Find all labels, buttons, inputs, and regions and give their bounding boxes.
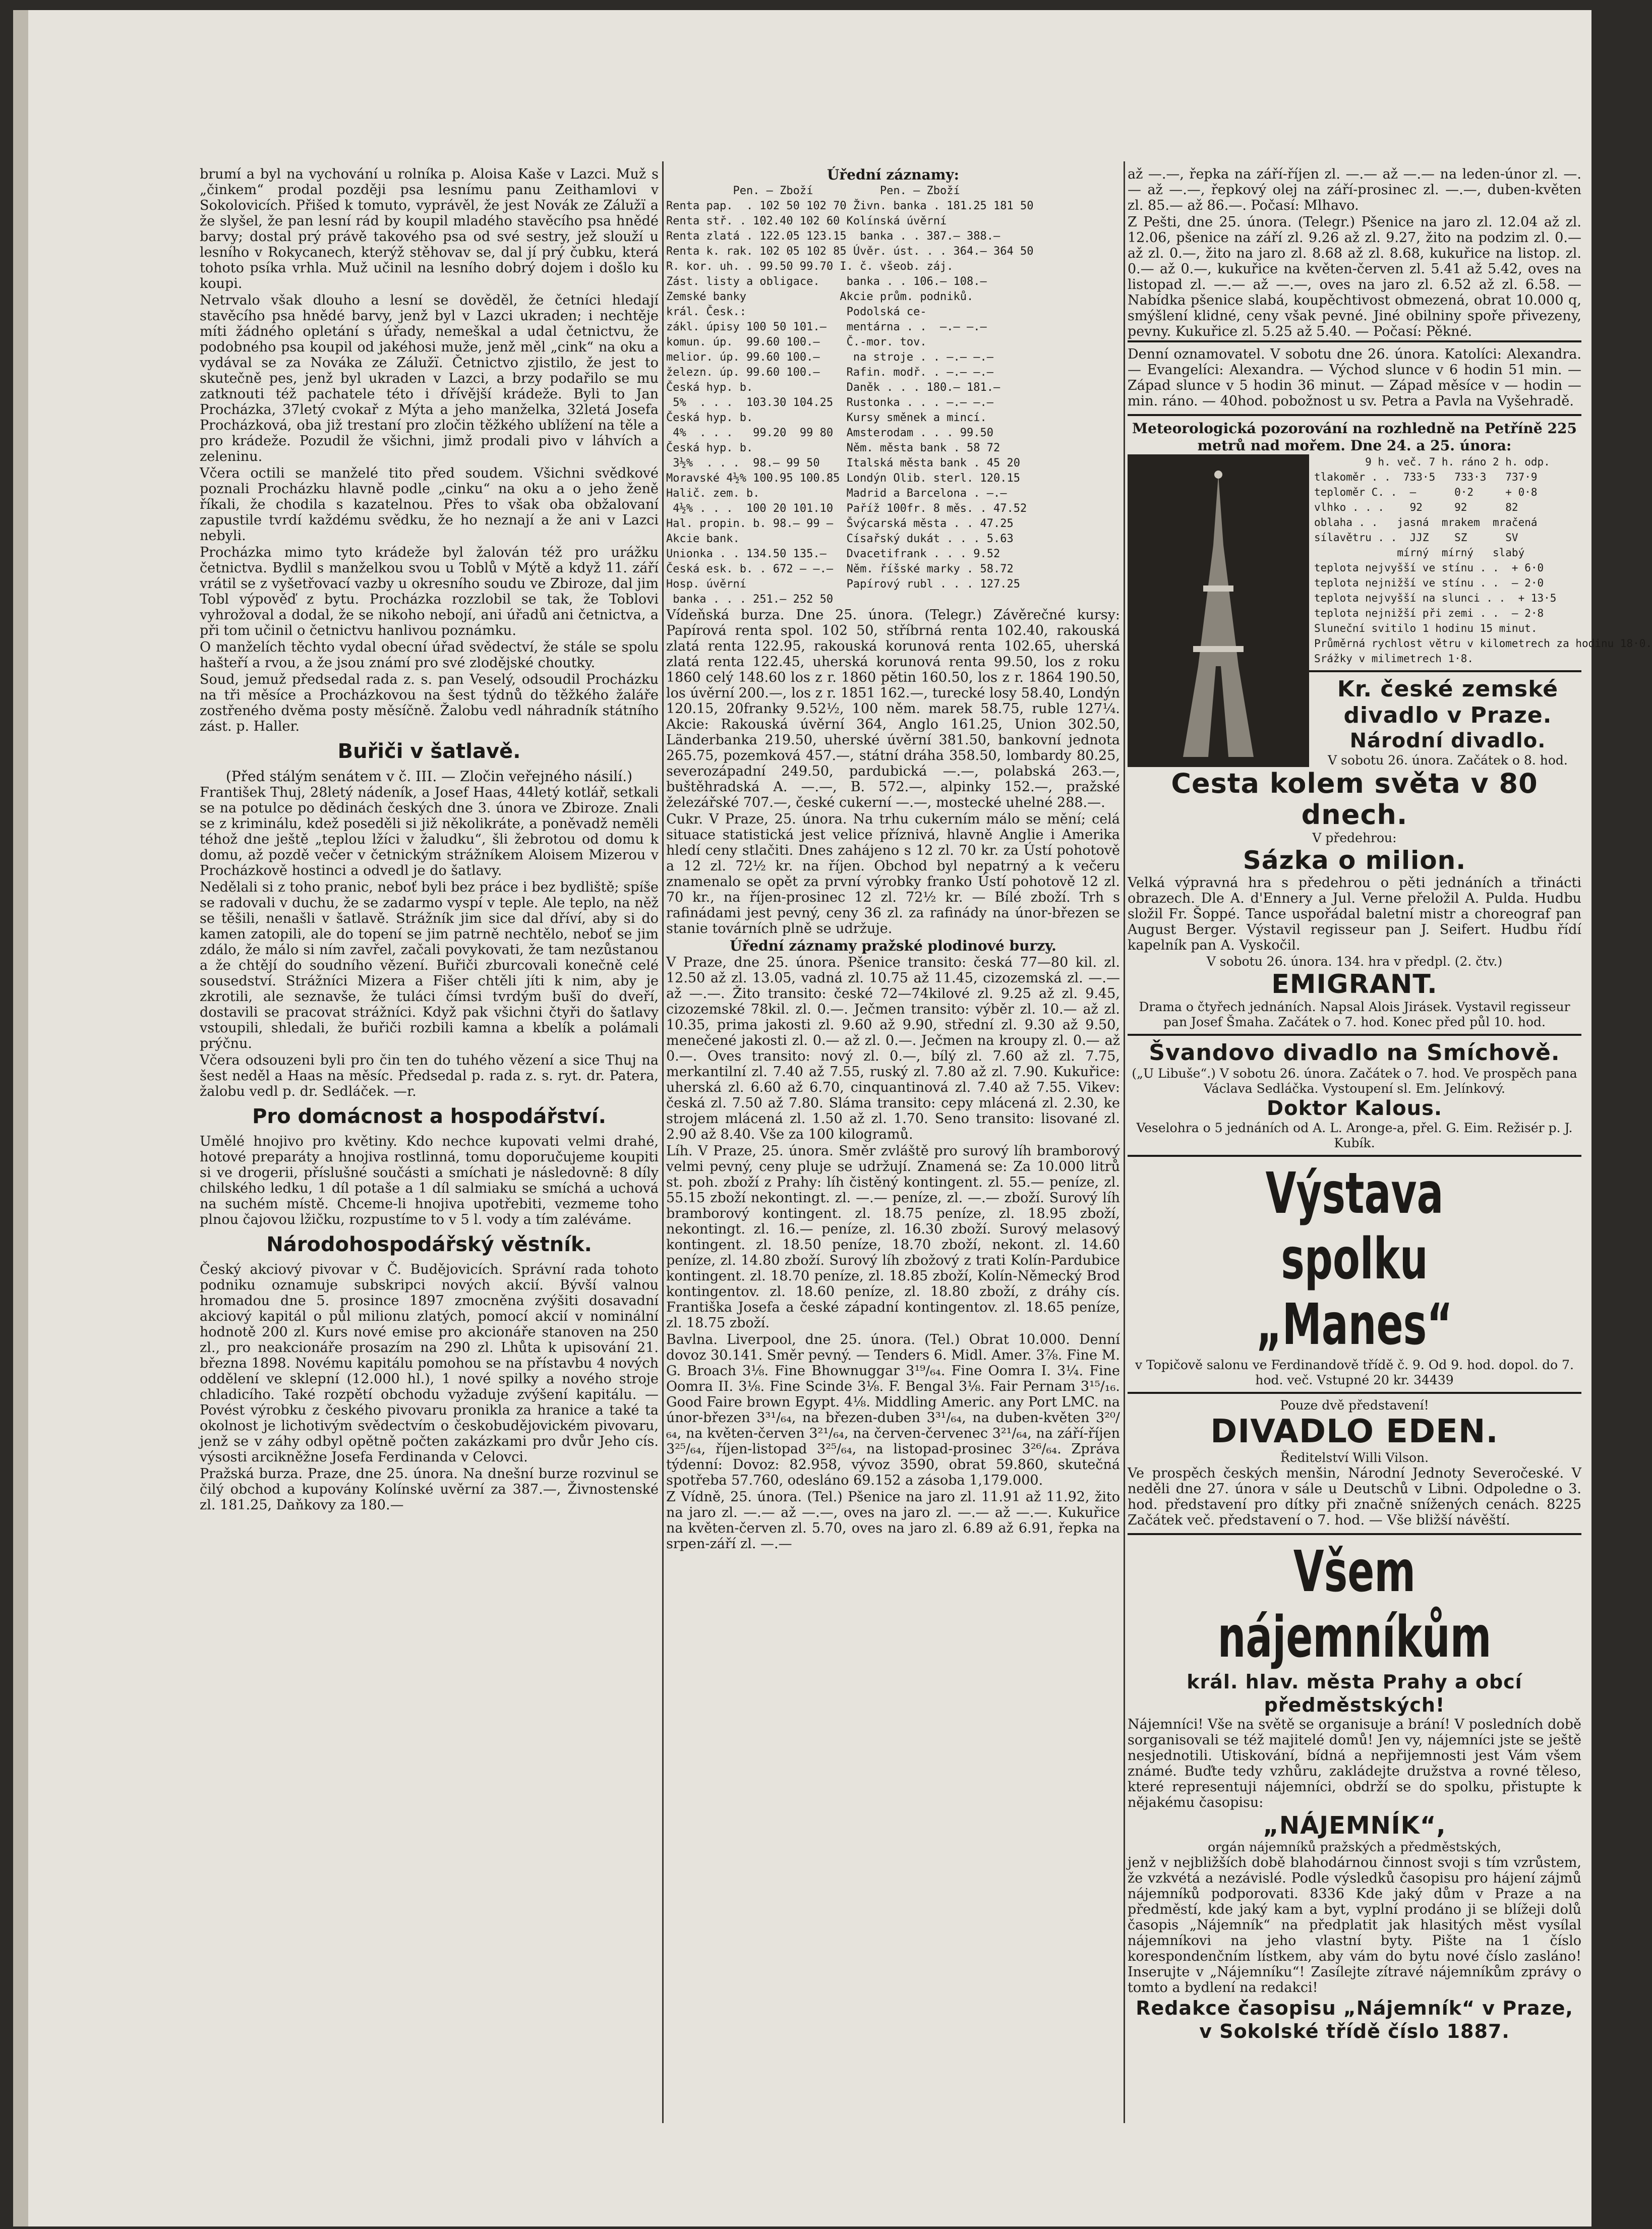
table-heading: Úřední záznamy pražské plodinové burzy. — [730, 937, 1056, 954]
article-text: Z Vídně, 25. února. (Tel.) Pšenice na jaro zl. 11.91 až 11.92, žito na jaro zl. —.— až —.—, oves na jaro zl. —.— až —.—. Kukuřice na květen-červen zl. 5.70, oves na jaro zl. 6.89 až 6.91, řepka na srpen-září zl. —.— — [666, 1489, 1120, 1552]
section-subheading: (Před stálým senátem v č. III. — Zločin veřejného násilí.) — [225, 768, 633, 785]
article-text: Vídeňská burza. Dne 25. února. (Telegr.) Závěrečné kursy: Papírová renta spol. 102 50, stříbrná renta 102.40, rakouská zlatá renta 122.95, rakouská korunová renta 102.65, uherská zlatá renta 122.45, uherská korunová renta 99.50, los z roku 1860 celý 148.60 los z r. 1860 pětin 160.50, los z r. 1864 190.50, los úvěrní 200.—, los z r. 1851 162.—, turecké losy 58.40, Londýn 120.15, 20franky 9.52½, 100 něm. marek 58.75, ruble 127¼. Akcie: Rakouská úvěrní 364, Anglo 161.25, Union 302.50, Länderbanka 219.50, uherské úvěrní 381.50, bankovní jednota 265.75, pozemková 457.—, státní dráha 358.50, lombardy 80.25, severozápadní 249.50, pardubická —.—, polabská 263.—, buštěhradská A. —.—, B. 572.—, alpinky 152.—, pražské železářské 707.—, české cukerní —.—, mostecké uhelné 288.—. — [666, 607, 1120, 810]
article-text: Netrvalo však dlouho a lesní se dověděl, že četníci hledají stavěcího psa hnědé barvy, jenž byl v Lazci ukraden; i nechtěje míti žádného opletání s úřady, nemeškal a udal četnictvu, že podobného psa koupil od jakéhosi muže, jenž měl „cink“ na oku a vydával se za Nováka ze Zálužï. Četnictvo zjistilo, že jest to skutečně pes, jenž byl ukraden v Lazci, a brzy podařilo se mu zatknouti též pachatele této i dřívější krádeže. Byli to Jan Procházka, 37letý cvokař z Mýta a jeho manželka, 32letá Josefa Procházková, oba již trestaní pro zločin těžkého ublížení na těle a pro krádeže. Pozudil že všichni, jimž prodali pivo v láhvích a zeleninu. — [200, 292, 659, 464]
article-text: V Praze, dne 25. února. Pšenice transito: česká 77—80 kil. zl. 12.50 až zl. 13.05, vadná zl. 10.75 až 11.45, cizozemská zl. —.— až —.—. Žito transito: české 72—74kilové zl. 9.25 až zl. 9.45, cizozemské 78kil. zl. 0.—. Ječmen transito: výběr zl. 10.— až zl. 10.35, prima jakosti zl. 9.60 až 9.90, střední zl. 9.30 až 9.50, menečené jakosti zl. 0.— až zl. 0.—. Ječmen na kroupy zl. 0.— až 0.—. Oves transito: nový zl. 0.—, bílý zl. 7.60 až zl. 7.75, merkantilní zl. 7.40 až 7.55, ruský zl. 7.80 až zl. 7.90. Kukuřice: uherská zl. 6.60 až 6.70, cinquantinová zl. 7.40 až 7.55. Vikev: česká zl. 7.50 až 7.80. Sláma transito: cepy mlácená zl. 2.30, ke strojem mlácená zl. 1.50 až zl. 1.70. Seno transito: lisované zl. 2.90 až 8.40. Vše za 100 kilogramů. — [666, 955, 1120, 1142]
play-info: Drama o čtyřech jednáních. Napsal Alois Jirásek. Vystavil regisseur pan Josef Šmaha. Začátek o 7. hod. Konec před půl 10. hod. — [1139, 1000, 1570, 1029]
magazine-title: „NÁJEMNÍK“, — [1263, 1811, 1446, 1840]
petrin-tower-image — [1128, 454, 1309, 767]
rates-table: Pen. — Zboží Pen. — Zboží Renta pap. . 102 50 102 70 Živn. banka . 181.25 181 50 Renta stř. . 102.40 102 60 Kolínská úvěrní Renta zlatá . 122.05 123.15 banka . . 387.— 388.— Renta k. rak. 102 05 102 85 Úvěr. úst. . . 364.— 364 50 R. kor. uh. . 99.50 99.70 I. č. všeob. záj. Zást. listy a obligace. banka . . 106.— 108.— Zemské banky Akcie prům. podniků. král. Česk.: Podolská ce- zákl. úpisy 100 50 101.— mentárna . . —.— —.— komun. úp. 99.60 100.— Č.-mor. tov. melior. úp. 99.60 100.— na stroje . . —.— —.— železn. úp. 99.60 100.— Rafin. modř. . —.— —.— Česká hyp. b. Daněk . . . 180.— 181.— 5% . . . 103.30 104.25 Rustonka . . . —.— —.— Česká hyp. b. Kursy směnek a mincí. 4% . . . 99.20 99 80 Amsterodam . . . 99.50 Česká hyp. b. Něm. města bank . 58 72 3½% . . . 98.— 99 50 Italská města bank . 45 20 Moravské 4½% 100.95 100.85 Londýn Olib. sterl. 120.15 Halič. zem. b. Madrid a Barcelona . —.— 4½% . . . 100 20 101.10 Paříž 100fr. 8 měs. . 47.52 Hal. propin. b. 98.— 99 — Švýcarská města . . 47.25 Akcie bank. Císařský dukát . . . 5.63 Unionka . . 134.50 135.— Dvacetifrank . . . 9.52 Česká esk. b. . 672 — —.— Něm. říšské marky . 58.72 Hosp. úvěrní Papírový rubl . . . 127.25 banka . . . 251.— 252 50 — [666, 185, 1034, 606]
ad-line: Ředitelství Willi Vilson. — [1280, 1450, 1429, 1465]
weather-report — [1128, 414, 1652, 670]
play-title: EMIGRANT. — [1271, 969, 1438, 1000]
article-text: Soud, jemuž předsedal rada z. s. pan Veselý, odsoudil Procházku na tři měsíce a Procházkovou na šest týdnů do těžkého žaláře zostřeného dvěma posty měsíčně. Žalobu vedl náhradník státního zást. p. Haller. — [200, 672, 659, 734]
daily-notice — [1128, 340, 1581, 414]
article-text: Nedělali si z toho pranic, neboť byli bez práce i bez bydliště; spíše se radovali v duchu, že se zadarmo vyspí v teple. Ale teplo, na něž se těšili, nenašli v šatlavě. Strážník jim sice dal dříví, aby si do kamen zatopili, ale do topení se jim patrně nechtělo, neboť se jim zdálo, že málo si ním zavřel, začali povykovati, že tam nezůstanou a že chtějí do soudního vězení. Buřiči zburcovali konečně celé sousedství. Strážníci Mizera a Fišer chtěli jíti k nim, aby je zkrotili, ale seznavše, že tuláci čímsi tvrdým bušï do dveří, dostavili se pracovat strážníci. Když pak všichni čtyři do šatlavy vstoupili, shledali, že buřiči rozbili kamna a kbelík a polámali prýčnu. — [200, 879, 659, 1051]
theatre-date: V sobotu 26. února. Začátek o 8. hod. — [1328, 753, 1568, 768]
play-description: Velká výpravná hra s předehrou o pěti jednáních a třinácti obrazech. Dle A. d'Ennery a Jul. Verne přeložil A. Pulda. Hudbu složil Fr. Šoppé. Tance uspořádal baletní mistr a choreograf pan August Berger. Výstavil regisseur pan J. Seifert. Hudbu řídí kapelník pan A. Vyskočil. — [1128, 875, 1581, 953]
section-heading: Národohospodářský věstník. — [266, 1233, 592, 1256]
ad-text: jenž v nejbližších době blahodárnou činnost svoji s tím vzrůstem, že vzkvétá a nezávislé. Podle výsledků časopisu pro hájení zájmů nájemníků podporovati. 8336 Kde jaký dům v Praze a na předměstí, kde jaký kam a byt, vyplní prodáno ji se blížeji dolů časopis „Nájemník“ na předplatit jak hlasitých měst vysílal nájemníkovi na jeho vlastní byty. Pište na 1 číslo korespondenčním lístkem, aby vám do bytu nové číslo zasláno! Inserujte v „Nájemníku“! Zasílejte zítravé nájemníkům zprávy o tomto a bydlení na redakci! — [1128, 1855, 1581, 1996]
column-middle — [666, 166, 1120, 2123]
play-title: Sázka o milion. — [1243, 846, 1466, 875]
newspaper-page — [13, 10, 1652, 2226]
exhibition-ad — [1128, 1155, 1581, 1392]
article-text: brumí a byl na vychování u rolníka p. Aloisa Kaše v Lazci. Muž s „činkem“ prodal později psa lesnímu panu Zeithamlovi v Sokolovicích. Přišed k tomuto, vyprávěl, že jest Novák ze Zálužï a že slyšel, že pan lesní rád by koupil mladého stavěcího psa hnědé barvy; dostal prý právě takového psa od své sestry, jež slouží u lesního v Rokycanech, kterýž stěhovav se, dal jí prý čubku, která tohoto psíka vrhla. Muž učinil na lesního dobrý dojem i došlo ku koupi. — [200, 166, 659, 291]
article-text: Líh. V Praze, 25. února. Směr zvláště pro surový líh bramborový velmi pevný, ceny pluje se udržují. Znamená se: Za 10.000 litrů st. poh. zboží z Prahy: líh čistěný kontingent. zl. 55.— peníze, zl. 55.15 zboží nekontingt. zl. —.— peníze, zl. —.— zboží. Surový líh bramborový kontingent. zl. 18.75 peníze, zl. 18.95 zboží, nekontingt. zl. 16.— peníze, zl. 16.30 zboží. Surový melasový kontingent. zl. 18.50 peníze, 18.70 zboží, nekont. zl. 14.60 peníze, zl. 14.80 zboží. Surový líh zbožový z trati Kolín-Pardubice kontingent. zl. 18.70 peníze, zl. 18.85 zboží, Kolín-Německý Brod kontingentov. zl. 18.60 peníze, zl. 18.80 zboží, z dráhy cís. Františka Josefa a české západní kontingentov. zl. 18.65 peníze, zl. 18.75 zboží. — [666, 1143, 1120, 1331]
article-text: Denní oznamovatel. V sobotu dne 26. února. Katolíci: Alexandra. — Evangelíci: Alexandra. — Východ slunce v 6 hodin 51 min. — Západ slunce v 5 hodin 36 minut. — Západ měsíce v — hodin — min. ráno. — 40hod. pobožnost u sv. Petra a Pavla na Vyšehradě. — [1128, 346, 1581, 409]
article-text: Z Pešti, dne 25. února. (Telegr.) Pšenice na jaro zl. 12.04 až zl. 12.06, pšenice na září zl. 9.26 až zl. 9.27, žito na podzim zl. 0.— až zl. 0.—, žito na jaro zl. 8.68 až zl. 8.68, kukuřice na listop. zl. 0.— až 0.—, kukuřice na květen-červen zl. 5.41 až 5.42, oves na listopad zl. —.— až —.—, oves na jaro zl. 6.52 až zl. 6.58. — Nabídka pšenice slabá, koupěchtivost obmezená, obrat 10.000 q, smýšlení klidné, ceny však pevné. Jiné obilniny spoře přivezeny, pevny. Kukuřice zl. 5.25 až 5.40. — Počasí: Pěkné. — [1128, 214, 1581, 339]
weather-heading: Meteorologická pozorování na rozhledně na Petříně 225 metrů nad mořem. Dne 24. a 25. února: — [1132, 420, 1577, 454]
article-text: Umělé hnojivo pro květiny. Kdo nechce kupovati velmi drahé, hotové preparáty a hnojiva rostlinná, tomu doporučujeme koupiti si ve drogerii, příslušné součásti a smíchati je následovně: 8 díly chilského ledku, 1 díl potaše a 1 díl salmiaku se smíchá a uchová na suchém místě. Chceme-li hnojiva upotřebiti, vezmeme toho plnou čajovou lžičku, rozpustíme to v 5 l. vody a tím zaléváme. — [200, 1134, 659, 1227]
theatre-name: DIVADLO EDEN. — [1210, 1413, 1499, 1450]
tenants-title: Všem nájemníkům — [1217, 1539, 1492, 1670]
ad-text: Ve prospěch českých menšin, Národní Jednoty Severočeské. V neděli dne 27. února v sále u Deutschů v Libni. Odpoledne o 3. hod. představení pro dítky při značně snížených cenách. 8225 Začátek več. představení o 7. hod. — Vše bližší návěští. — [1128, 1465, 1581, 1528]
article-text: Cukr. V Praze, 25. února. Na trhu cukerním málo se mění; celá situace statistická jest velice příznivá, hlavně Anglie i Amerika hledí ceny stlačiti. Dnes zahájeno s 12 zl. 70 kr. za Ústí pohotově a 12 zl. 72½ kr. na říjen. Obchod byl nepatrný a k večeru znamenalo se opět za první výrobky franko Ústí pohotově 12 zl. 70 kr., na říjen-prosinec 12 zl. 72½ kr. — Bílé zboží. Trh s rafinádami jest pevný, ceny 36 zl. za rafinády na únor-březen se stanie továrních plně se udržuje. — [666, 811, 1120, 936]
page-edge — [13, 10, 28, 2226]
column-left — [200, 166, 659, 2123]
play-title: Cesta kolem světa v 80 dnech. — [1171, 768, 1538, 831]
exhibition-title: Výstava spolku „Manes“ — [1256, 1161, 1453, 1358]
ad-text: Nájemníci! Vše na světě se organisuje a brání! V posledních době sorganisovali se též majitelé domů! Jen vy, nájemníci jste se ještě nesjednotili. Utiskování, bídná a nepřijemnosti jest Vám všem známé. Buďte tedy vzhůru, zakládejte družstva a rovné těleso, které representuji nájemníci, obdrží se do spolku, přistupte k nějakému časopisu: — [1128, 1717, 1581, 1810]
play-date: V sobotu 26. února. 134. hra v předpl. (2. čtv.) — [1206, 954, 1503, 969]
article-text: Včera octili se manželé tito před soudem. Všichni svědkové poznali Procházku hlavně podle „cinku“ na oku a o jeho ženě říkali, že chodila s kazatelnou. Přes to však oba obžalovaní zapustile tvrdí každému svědku, že ho neznají a že ani v Lazci nebyli. — [200, 465, 659, 544]
article-text: Procházka mimo tyto krádeže byl žalován též pro urážku četnictva. Bydlil s manželkou svou u Toblů v Mýtě a když 11. září vrátil se z vyšetřovací vazby u okresního soudu ve Zbiroze, dal jim Tobl výpověď z bytu. Procházka rozzlobil se tak, že Toblovi vyhrožoval a dodal, že se nikoho nebojí, ani úřadů ani četnictva, a při tom učinil o četnictvu hanlivou poznámku. — [200, 545, 659, 638]
weather-table: 9 h. več. 7 h. ráno 2 h. odp. tlakoměr . . 733·5 733·3 737·9 teploměr C. . — 0·2 + 0·8 vlhko . . . 92 92 82 oblaha . . jasná mrakem mračená sílavětru . . JJZ SZ SV mírný mírný slabý teplota nejvyšší ve stínu . . + 6·0 teplota nejnižší ve stínu . . — 2·0 teplota nejvyšší na slunci . . + 13·5 teplota nejnižší při zemi . . — 2·8 Sluneční svitilo 1 hodinu 15 minut. Průměrná rychlost větru v kilometrech za hodinu 18·0. Srážky v milimetrech 1·8. — [1314, 456, 1652, 665]
table-heading: Úřední záznamy: — [827, 166, 959, 183]
column-rule — [1124, 161, 1125, 2123]
column-right — [1128, 166, 1652, 2123]
theatre-subtitle: Národní divadlo. — [1349, 729, 1546, 752]
column-rule — [662, 161, 664, 2123]
theatre-name: Švandovo divadlo na Smíchově. — [1149, 1040, 1560, 1066]
ad-line: Pouze dvě představení! — [1280, 1398, 1429, 1413]
article-text: Včera odsouzeni byli pro čin ten do tuhého vězení a sice Thuj na šest neděl a Haas na měsíc. Předsedal p. rada z. s. ryt. dr. Patera, žalobu vedl p. dr. Sedláček. —r. — [200, 1052, 659, 1099]
ad-line: orgán nájemníků pražských a předměstských, — [1208, 1840, 1501, 1854]
article-text: až —.—, řepka na září-říjen zl. —.— až —.— na leden-únor zl. —.— až —.—, řepkový olej na září-prosinec zl. —.—, duben-květen zl. 85.— až 86.—. Počasí: Mlhavo. — [1128, 166, 1581, 213]
theatre-ad — [1128, 1034, 1581, 1155]
article-text: Bavlna. Liverpool, dne 25. února. (Tel.) Obrat 10.000. Denní dovoz 30.141. Směr pevný. — Tenders 6. Midl. Amer. 3⅞. Fine M. G. Broach 3⅛. Fine Bhownuggar 3¹⁹/₆₄. Fine Oomra I. 3¼. Fine Oomra II. 3⅛. Fine Scinde 3⅛. F. Bengal 3⅛. Fair Pernam 3¹⁵/₁₆. Good Faire brown Egypt. 4⅛. Middling Americ. any Port LMC. na únor-březen 3³¹/₆₄, na březen-duben 3³¹/₆₄, na duben-květen 3²⁰/₆₄, na květen-červen 3²¹/₆₄, na červen-červenec 3²¹/₆₄, na září-říjen 3²⁵/₆₄, říjen-listopad 3²⁵/₆₄, na listopad-prosinec 3²⁶/₆₄. Zpráva týdenní: Dovoz: 82.958, vývoz 3590, obrat 59.860, skutečná spotřeba 57.760, odesláno 69.152 a zásoba 1,179.000. — [666, 1332, 1120, 1488]
theatre-ad — [1128, 1392, 1581, 1533]
play-title: Doktor Kalous. — [1266, 1097, 1443, 1120]
article-text: Pražská burza. Praze, dne 25. února. Na dnešní burze rozvinul se čilý obchod a kupovány Kolínské uvěrní za 387.—, Živnostenské zl. 181.25, Daňkovy za 180.— — [200, 1466, 659, 1513]
tenants-ad — [1128, 1533, 1581, 2047]
play-info: („U Libuše“.) V sobotu 26. února. Začátek o 7. hod. Ve prospěch pana Václava Sedláčka. Vystoupení sl. Em. Jelínkový. — [1132, 1066, 1577, 1096]
section-heading: Pro domácnost a hospodářství. — [252, 1105, 606, 1128]
editorial-address: Redakce časopisu „Nájemník“ v Praze, v Sokolské třídě číslo 1887. — [1136, 1997, 1573, 2042]
play-info: V předehrou: — [1312, 831, 1397, 845]
play-info: Veselohra o 5 jednáních od A. L. Aronge-a, přel. G. Eim. Režisér p. J. Kubík. — [1136, 1121, 1573, 1150]
article-text: O manželích těchto vydal obecní úřad svědectví, že stále se spolu hašteří a rvou, a že jsou známí pro své zlodějské choutky. — [200, 639, 659, 671]
section-heading: Buřiči v šatlavě. — [337, 740, 521, 763]
exhibition-info: v Topičově salonu ve Ferdinandově třídě č. 9. Od 9. hod. dopol. do 7. hod. več. Vstupné 20 kr. 34439 — [1135, 1358, 1574, 1387]
article-text: František Thuj, 28letý nádeník, a Josef Haas, 44letý kotlář, setkali se na potulce po dědinách českých dne 3. února ve Zbiroze. Znali se z kriminálu, kdež poseděli si již několikráte, a poněvadž neměli téhož dne ještě „teplou lžíci v žaludku“, šli žebrotou od domu k domu, až pozdě večer v četnickým strážníkem Aloisem Mizerou v Procházkově hostinci a odvedl je do šatlavy. — [200, 785, 659, 878]
article-text: Český akciový pivovar v Č. Budějovicích. Správní rada tohoto podniku oznamuje subskripci nových akcií. Bývší valnou hromadou dne 5. prosince 1897 zmocněna zvýšiti dosavadní akciový kapitál o půl milionu zlatých, pomocí akcií v nominální hodnotě 200 zl. Kurs nové emise pro akcionáře stanoven na 250 zl., pro neakcionáře prosazím na 290 zl. Lhůta k upisování 21. března 1898. Novému kapitálu pomohou se na přístavbu 4 nových oddělení ve sklepní (12.000 hl.), 1 nové spilky a nového stroje chladicího. Také rozpětí obchodu vyžaduje zvýšení kapitálu. — Povést výrobku z českého pivovaru pronikla za hranice a také ta okolnost je lichotivým svědectvím o českobudějovickém pivovaru, jenž se v záhy odbyl opětně počten zakázkami pro dvůr Jeho cís. výsosti arcikněžne Josefa Ferdinanda v Celovci. — [200, 1262, 659, 1465]
tenants-subtitle: král. hlav. města Prahy a obcí předměstských! — [1187, 1671, 1522, 1716]
theatre-name: Kr. české zemské divadlo v Praze. — [1337, 676, 1559, 728]
